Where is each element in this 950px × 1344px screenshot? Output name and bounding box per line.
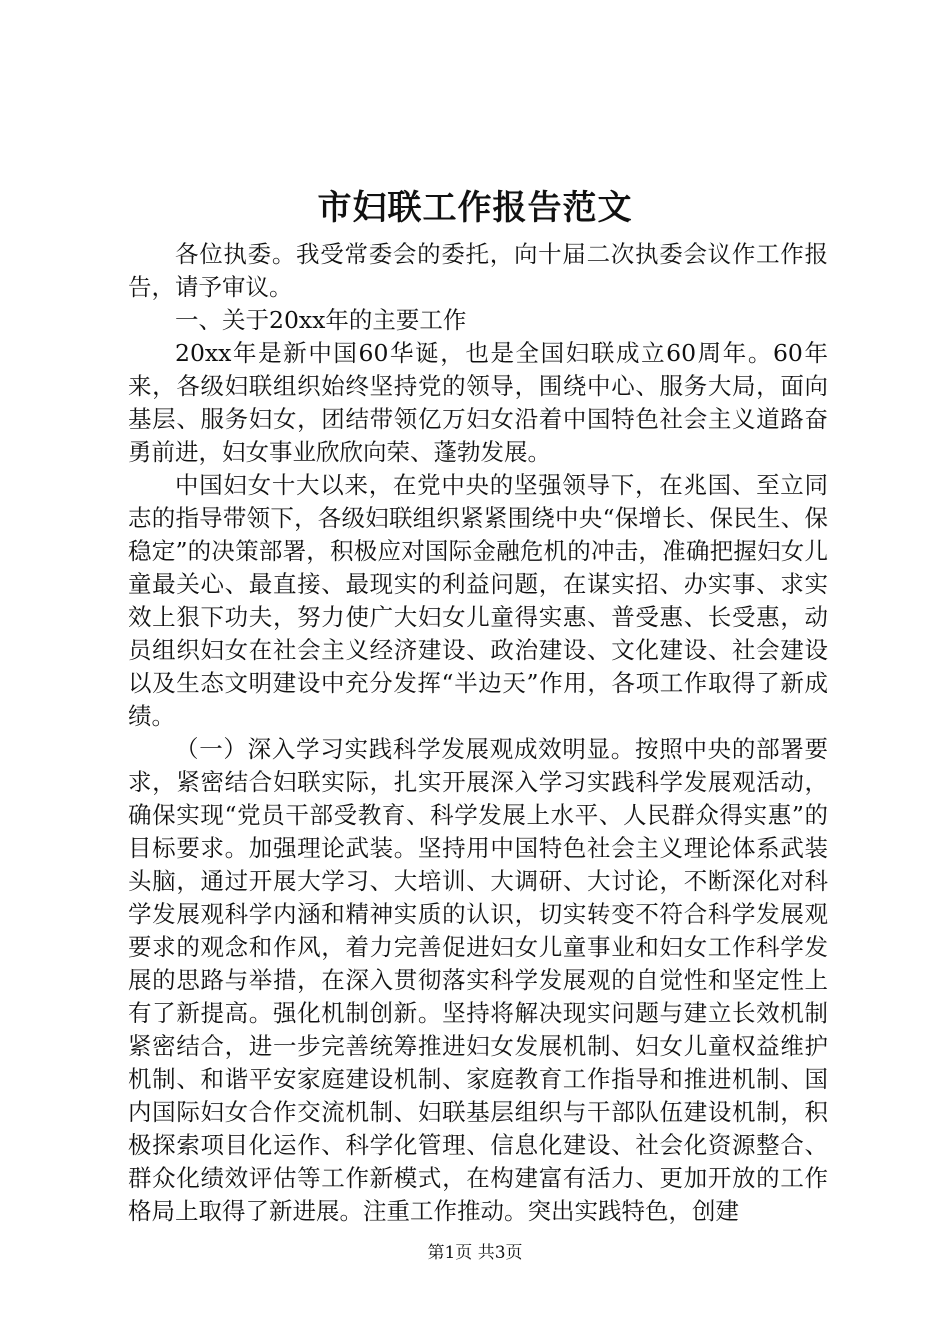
paragraph-greeting: 各位执委。我受常委会的委托，向十届二次执委会议作工作报告，请予审议。 (128, 240, 828, 301)
paragraph-anniversary: 20xx年是新中国60华诞，也是全国妇联成立60周年。60年来，各级妇联组织始终坚持党的领导，围绕中心、服务大局，面向基层、服务妇女，团结带领亿万妇女沿着中国特色社会主义道路奋勇前进，妇女事业欣欣向荣、蓬勃发展。 (128, 339, 828, 466)
paragraph-achievements: 中国妇女十大以来，在党中央的坚强领导下，在兆国、至立同志的指导带领下，各级妇联组织紧紧围绕中央“保增长、保民生、保稳定”的决策部署，积极应对国际金融危机的冲击，准确把握妇女儿童最关心、最直接、最现实的利益问题，在谋实招、办实事、求实效上狠下功夫，努力使广大妇女儿童得实惠、普受惠、长受惠，动员组织妇女在社会主义经济建设、政治建设、文化建设、社会建设以及生态文明建设中充分发挥“半边天”作用，各项工作取得了新成绩。 (128, 471, 828, 730)
page-footer: 第1页 共3页 (427, 1243, 523, 1263)
section-heading: 一、关于20xx年的主要工作 (175, 306, 467, 334)
paragraph-subsection-one: （一）深入学习实践科学发展观成效明显。按照中央的部署要求，紧密结合妇联实际，扎实开展深入学习实践科学发展观活动，确保实现“党员干部受教育、科学发展上水平、人民群众得实惠”的目标要求。加强理论武装。坚持用中国特色社会主义理论体系武装头脑，通过开展大学习、大培训、大调研、大讨论，不断深化对科学发展观科学内涵和精神实质的认识，切实转变不符合科学发展观要求的观念和作风，着力完善促进妇女儿童事业和妇女工作科学发展的思路与举措，在深入贯彻落实科学发展观的自觉性和坚定性上有了新提高。强化机制创新。坚持将解决现实问题与建立长效机制紧密结合，进一步完善统筹推进妇女发展机制、妇女儿童权益维护机制、和谐平安家庭建设机制、家庭教育工作指导和推进机制、国内国际妇女合作交流机制、妇联基层组织与干部队伍建设机制，积极探索项目化运作、科学化管理、信息化建设、社会化资源整合、群众化绩效评估等工作新模式，在构建富有活力、更加开放的工作格局上取得了新进展。注重工作推动。突出实践特色，创建 (128, 735, 828, 1225)
document-body (128, 238, 828, 1228)
document-title: 市妇联工作报告范文 (317, 188, 633, 228)
